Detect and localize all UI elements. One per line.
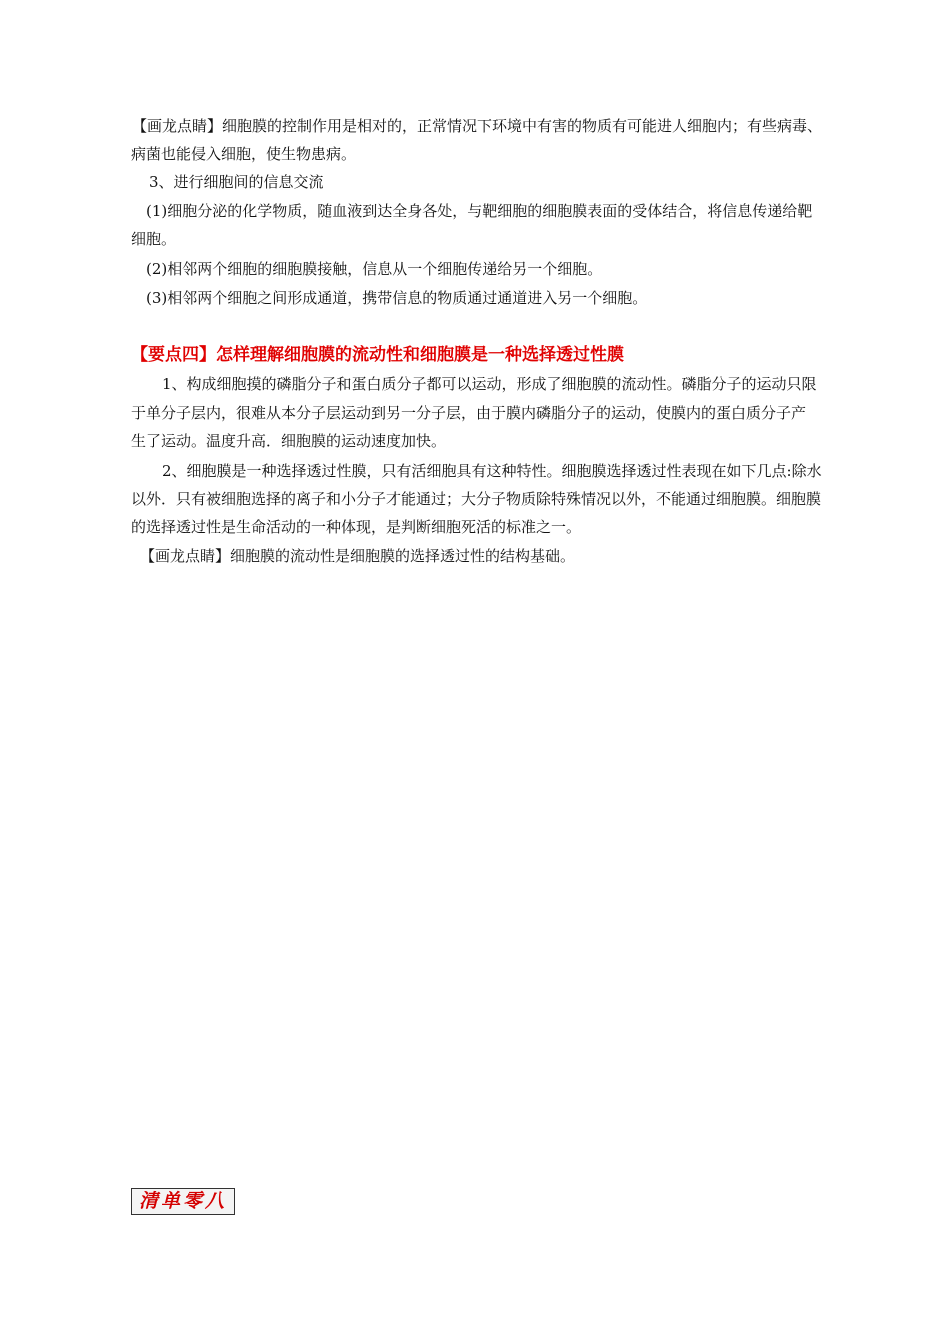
section-4-p1-line-2: 于单分子层内，很难从本分子层运动到另一分子层，由于膜内磷脂分子的运动，使膜内的蛋白质分子产	[131, 404, 807, 422]
section-4-p2-line-3: 的选择透过性是生命活动的一种体现，是判断细胞死活的标准之一。	[131, 518, 582, 536]
item-3-title: 3、进行细胞间的信息交流	[149, 173, 324, 191]
item-3-sub1-line-2: 细胞。	[131, 230, 177, 248]
section-4-p1-line-1: 1、构成细胞摸的磷脂分子和蛋白质分子都可以运动，形成了细胞膜的流动性。磷脂分子的运动只限	[162, 375, 817, 393]
section-4-highlight-note: 【画龙点睛】细胞膜的流动性是细胞膜的选择透过性的结构基础。	[140, 547, 576, 565]
item-3-sub3: (3)相邻两个细胞之间形成通道，携带信息的物质通过通道进入另一个细胞。	[146, 289, 648, 307]
highlight-note-line-1: 【画龙点睛】细胞膜的控制作用是相对的，正常情况下环境中有害的物质有可能进人细胞内；有些病毒、	[132, 117, 823, 135]
item-3-sub2: (2)相邻两个细胞的细胞膜接触，信息从一个细胞传递给另一个细胞。	[146, 260, 603, 278]
section-4-p1-line-3: 生了运动。温度升高．细胞膜的运动速度加快。	[131, 432, 447, 450]
section-4-heading: 【要点四】怎样理解细胞膜的流动性和细胞膜是一种选择透过性膜	[131, 345, 624, 365]
highlight-note-line-2: 病菌也能侵入细胞，使生物患病。	[131, 145, 357, 163]
item-3-sub1-line-1: (1)细胞分泌的化学物质，随血液到达全身各处，与靶细胞的细胞膜表面的受体结合，将信息传递给靶	[146, 202, 813, 220]
section-4-p2-line-1: 2、细胞膜是一种选择透过性膜，只有活细胞具有这种特性。细胞膜选择透过性表现在如下几点:除水	[162, 462, 822, 480]
checklist-stamp: 清单零八	[131, 1188, 235, 1215]
section-4-p2-line-2: 以外．只有被细胞选择的离子和小分子才能通过；大分子物质除特殊情况以外，不能通过细胞膜。细胞膜	[131, 490, 822, 508]
